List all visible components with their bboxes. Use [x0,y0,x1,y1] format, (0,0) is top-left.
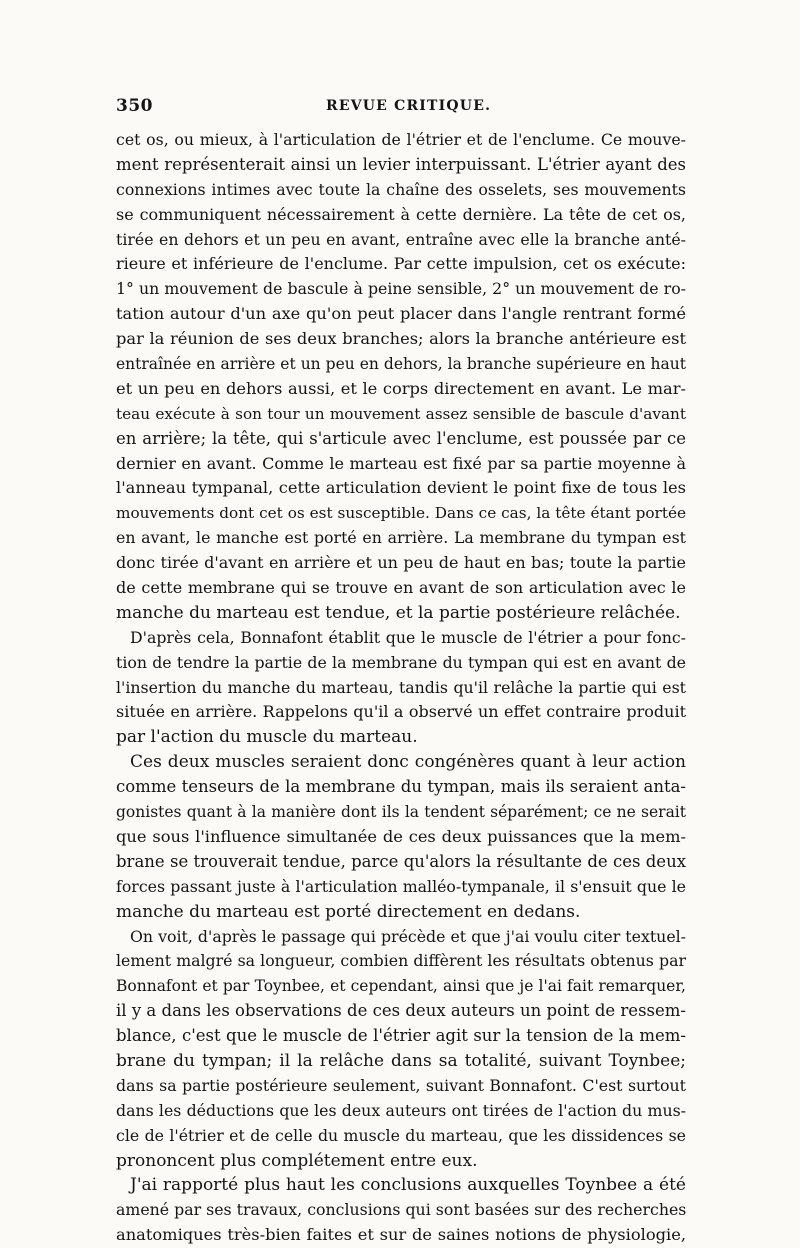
text-line: D'après cela, Bonnafont établit que le muscle de l'étrier a pour fonc- [130,627,686,647]
text-line: se communiquent nécessairement à cette dernière. La tête de cet os, [116,204,686,224]
text-line: J'ai rapporté plus haut les conclusions auxquelles Toynbee a été [130,1175,686,1196]
text-line: dans sa partie postérieure seulement, suivant Bonnafont. C'est surtout [116,1075,686,1095]
journal-title: REVUE CRITIQUE. [326,98,492,114]
text-line: 1° un mouvement de bascule à peine sensible, 2° un mouvement de ro- [116,279,686,299]
text-line: et un peu en dehors aussi, et le corps directement en avant. Le mar- [116,378,686,398]
text-line: mouvements dont cet os est susceptible. Dans ce cas, la tête étant portée [116,504,686,523]
text-line: connexions intimes avec toute la chaîne des osselets, ses mouvements [116,179,686,199]
text-line: donc tirée d'avant en arrière et un peu de haut en bas; toute la partie [116,553,686,573]
text-line: blance, c'est que le muscle de l'étrier agit sur la tension de la mem- [116,1026,686,1046]
text-line: dans les déductions que les deux auteurs ont tirées de l'action du mus- [116,1100,686,1120]
text-line: brane du tympan; il la relâche dans sa totalité, suivant Toynbee; [116,1050,686,1071]
text-line: dernier en avant. Comme le marteau est fixé par sa partie moyenne à [116,453,686,473]
text-line: l'anneau tympanal, cette articulation devient le point fixe de tous les [116,478,686,498]
text-line: par l'action du muscle du marteau. [116,727,418,748]
text-line: cle de l'étrier et de celle du muscle du marteau, que les dissidences se [116,1125,686,1145]
text-line: tirée en dehors et un peu en avant, entraîne avec elle la branche anté- [116,229,686,249]
text-line: brane se trouverait tendue, parce qu'alors la résultante de ces deux [116,851,686,871]
text-line: On voit, d'après le passage qui précède et que j'ai voulu citer textuel- [130,926,686,946]
text-line: manche du marteau est porté directement en dedans. [116,901,581,922]
page-number: 350 [116,96,153,116]
text-line: de cette membrane qui se trouve en avant de son articulation avec le [116,578,686,598]
text-line: tion de tendre la partie de la membrane du tympan qui est en avant de [116,652,686,672]
running-head [116,96,686,122]
text-line: gonistes quant à la manière dont ils la tendent séparément; ce ne serait [116,803,686,822]
text-line: par la réunion de ses deux branches; alors la branche antérieure est [116,329,686,349]
text-line: amené par ses travaux, conclusions qui sont basées sur des recherches [116,1200,686,1220]
text-line: en avant, le manche est porté en arrière. La membrane du tympan est [116,528,686,548]
text-line: en arrière; la tête, qui s'articule avec l'enclume, est poussée par ce [116,428,686,448]
text-line: tation autour d'un axe qu'on peut placer dans l'angle rentrant formé [116,304,686,324]
text-line: lement malgré sa longueur, combien diffèrent les résultats obtenus par [116,951,686,971]
text-line: forces passant juste à l'articulation malléo-tympanale, il s'ensuit que le [116,876,686,896]
text-line: rieure et inférieure de l'enclume. Par cette impulsion, cet os exécute: [116,254,686,274]
text-line: manche du marteau est tendue, et la partie postérieure relâchée. [116,602,681,623]
text-line: anatomiques très-bien faites et sur de saines notions de physiologie, [116,1225,686,1245]
text-line: Ces deux muscles seraient donc congénères quant à leur action [130,752,686,773]
text-line: il y a dans les observations de ces deux auteurs un point de ressem- [116,1001,686,1021]
text-line: située en arrière. Rappelons qu'il a observé un effet contraire produit [116,702,686,722]
text-line: l'insertion du manche du marteau, tandis qu'il relâche la partie qui est [116,677,686,697]
text-line: cet os, ou mieux, à l'articulation de l'étrier et de l'enclume. Ce mouve- [116,130,686,149]
text-line: teau exécute à son tour un mouvement assez sensible de bascule d'avant [116,404,686,423]
body-text [116,128,686,1248]
text-line: prononcent plus complétement entre eux. [116,1150,478,1171]
text-line: entraînée en arrière et un peu en dehors, la branche supérieure en haut [116,355,686,374]
text-line: comme tenseurs de la membrane du tympan, mais ils seraient anta- [116,777,686,797]
text-line: que sous l'influence simultanée de ces deux puissances que la mem- [116,826,686,846]
text-line: Bonnafont et par Toynbee, et cependant, ainsi que je l'ai fait remarquer, [116,977,686,996]
text-line: ment représenterait ainsi un levier interpuissant. L'étrier ayant des [116,154,686,174]
